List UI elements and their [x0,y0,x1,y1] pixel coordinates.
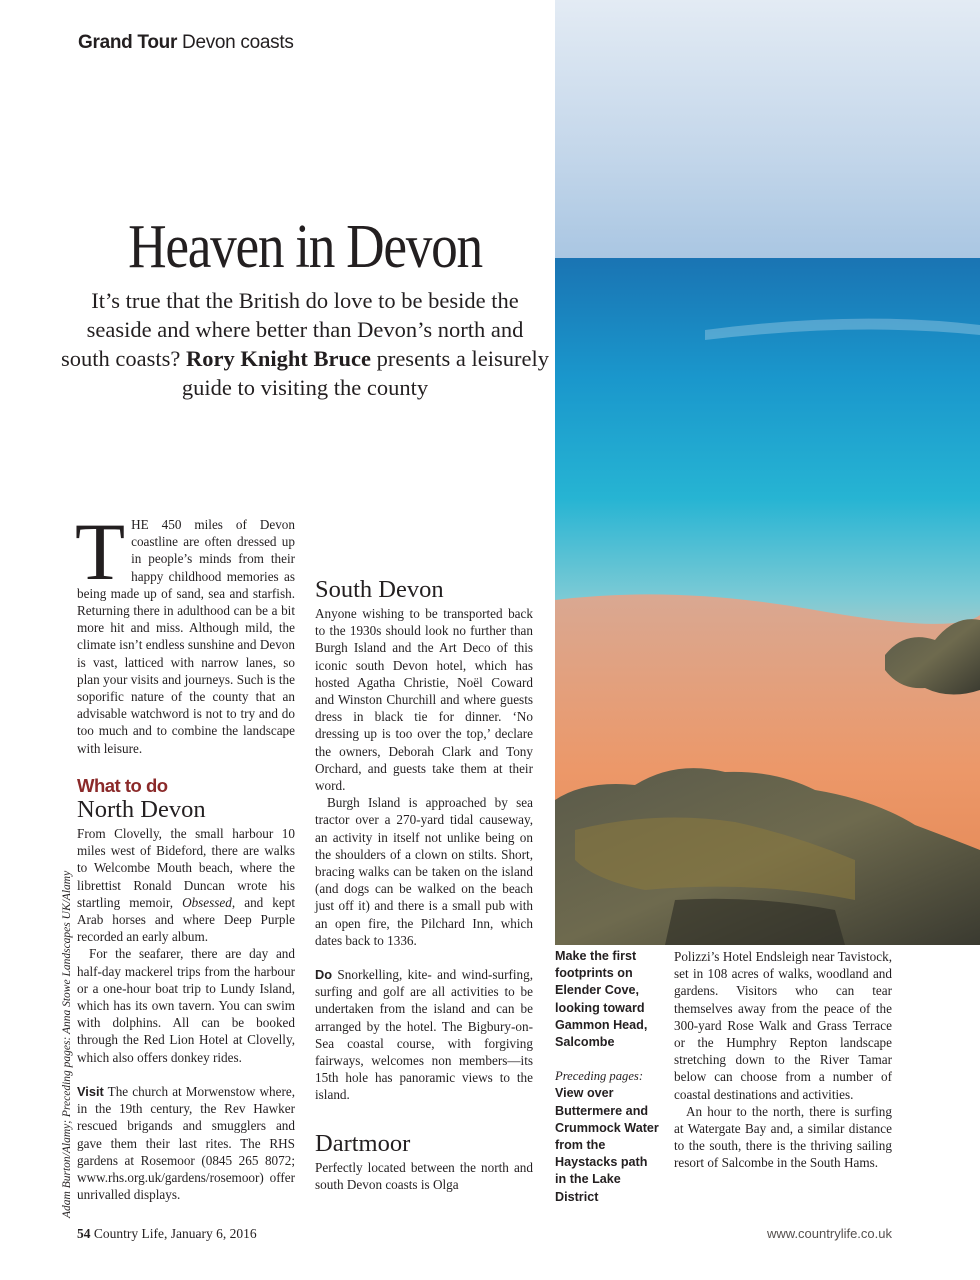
north-devon-paragraph-1: From Clovelly, the small harbour 10 miles west of Bideford, there are walks to Welcombe Mouth beach, where the librettist Ronald Duncan wrote his startling memoir, Obsessed, and kept Arab horses and where Deep Purple recorded an early album. [77,826,295,945]
section-name: Grand Tour [78,32,178,53]
visit-paragraph: Visit The church at Morwenstow where, in the 19th century, the Rev Hawker rescued brigands and smugglers and gave them their last rites. The RHS gardens at Rosemoor (0845 265 8072; www.rhs.org.uk/gardens/rosemoor) offer unrivalled displays. [77,1083,295,1203]
intro-text: HE 450 miles of Devon coastline are often dressed up in people’s minds from their happy childhood memories as being made up of sand, sea and starfish. Returning there in adulthood can be a bit more hit and miss. Although mild, the climate isn’t endless sunshine and Devon is vast, latticed with narrow lanes, so plan your visits and journeys. Such is the soporific nature of the county that an advisable watchword is not to try and do too much and to combine the landscape with leisure. [77,517,295,756]
dartmoor-heading: Dartmoor [315,1129,411,1157]
photo-caption [555,948,660,1206]
visit-keyword: Visit [77,1083,104,1099]
article-column-2 [315,516,533,1193]
folio [77,1226,257,1242]
caption-preceding-label: Preceding pages: [555,1069,644,1084]
article-column-3 [674,948,892,1172]
dartmoor-paragraph-2: An hour to the north, there is surfing at Watergate Bay and, a similar distance to the south, there is the thriving sailing resort of Salcombe in the South Hams. [674,1103,892,1171]
website-url: www.countrylife.co.uk [767,1226,892,1241]
dartmoor-paragraph-1-continued: Polizzi’s Hotel Endsleigh near Tavistock, set in 108 acres of walks, woodland and gardens. Visitors who can tear themselves away from the peace of the 300-yard Rose Walk and Grass Terrace or the Humphry Repton landscape stretching down to the River Tamar below can choose from a number of coastal destinations and activities. [674,949,892,1102]
caption-preceding-text: View over Buttermere and Crummock Water from the Haystacks path in the Lake District [555,1086,659,1204]
drop-cap: T [75,506,126,597]
page-number: 54 [77,1226,91,1241]
standfirst [60,286,550,402]
dartmoor-paragraph-1: Perfectly located between the north and south Devon coasts is Olga [315,1159,533,1192]
south-devon-heading: South Devon [315,576,444,603]
north-devon-heading: North Devon [77,796,206,824]
south-devon-paragraph-1: Anyone wishing to be transported back to the 1930s should look no further than Burgh Island and the Art Deco of this iconic south Devon hotel, which has hosted Agatha Christie, Noël Coward and Winston Churchill and where guests dress in black tie for dinner. ‘No dressing up is too over the top,’ declare the owners, Deborah Clark and Tony Orchard, and guests take them at their word. [315,606,533,794]
coastal-photo-image [555,0,980,945]
article-title: Heaven in Devon [128,213,482,281]
what-to-do-label: What to do [77,774,168,796]
intro-paragraph [75,506,295,757]
section-topic: Devon coasts [182,32,294,53]
coastal-photo [555,0,980,945]
caption-main: Make the first footprints on Elender Cove, looking toward Gammon Head, Salcombe [555,949,648,1050]
standfirst-text: It’s true that the British do love to be beside the seaside and where better than Devon’s north and south coasts? [60,288,524,371]
article-column-1 [75,506,295,1203]
do-keyword: Do [315,967,333,983]
section-header [78,32,294,54]
do-paragraph: Do Snorkelling, kite- and wind-surfing, surfing and golf are all activities to be undertaken from the island and can be arranged by the hotel. The Bigbury-on-Sea coastal course, with forgiving fairways, welcomes non members—its 15th hole has panoramic views to the island. [315,967,533,1103]
south-devon-paragraph-2: Burgh Island is approached by sea tractor over a 270-yard tidal causeway, an activity in itself not unlike being on the shoulders of a clown on stilts. Short, bracing walks can be taken on the island (and dogs can be walked on the beach just off it) and there is a small pub with an open fire, the Pilchard Inn, which dates back to 1336. [315,795,533,948]
publication-date: Country Life, January 6, 2016 [90,1226,257,1241]
memoir-title: Obsessed [182,894,232,910]
north-devon-paragraph-2: For the seafarer, there are day and half-day mackerel trips from the harbour or a one-hour boat trip to Lundy Island, which has its own tavern. You can swim with dolphins. All can be booked through the Red Lion Hotel at Clovelly, which also offers donkey rides. [77,946,295,1065]
author-byline: Rory Knight Bruce [185,346,371,371]
photo-credit: Adam Burton/Alamy; Preceding pages: Anna Stowe Landscapes UK/Alamy [61,870,73,1218]
standfirst-text-end: presents a leisurely guide to visiting the county [181,346,550,400]
